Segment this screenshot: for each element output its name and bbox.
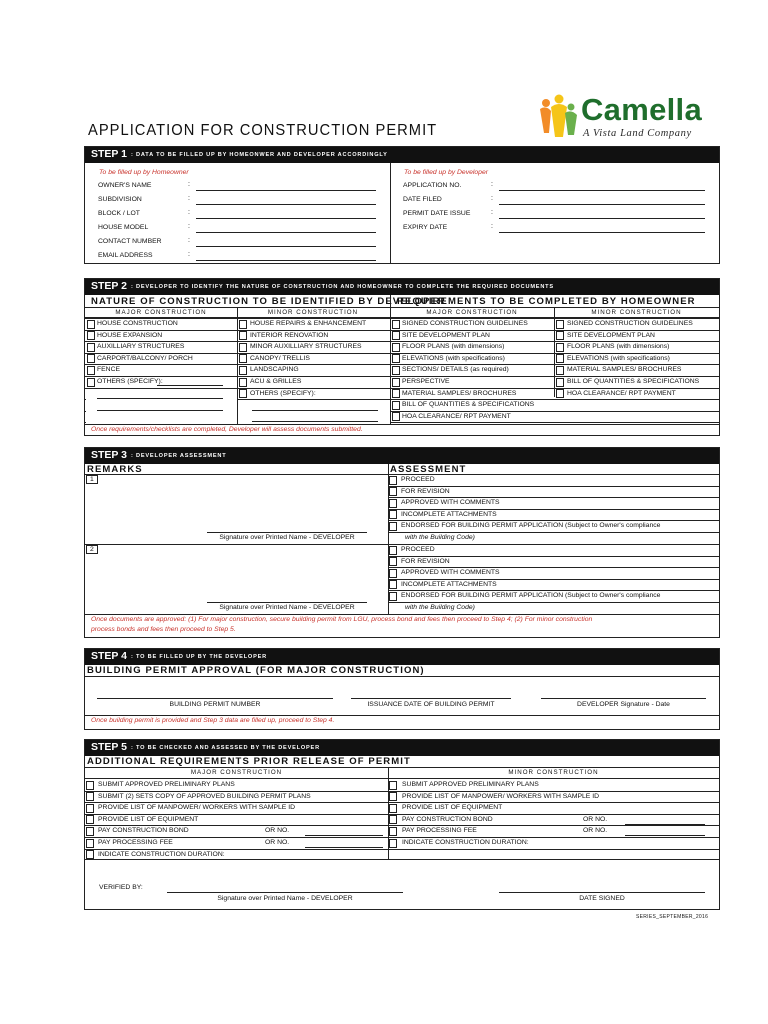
verifier-signature-label: Signature over Printed Name - DEVELOPER <box>217 895 353 902</box>
checkbox[interactable] <box>87 331 95 340</box>
checkbox[interactable] <box>389 815 397 824</box>
homeowner-field-label: BLOCK / LOT <box>98 210 140 217</box>
homeowner-note: To be filled up by Homeowner <box>99 169 189 176</box>
nature-minor-item: MINOR AUXILLIARY STRUCTURES <box>250 343 362 351</box>
homeowner-field-input[interactable] <box>196 232 376 233</box>
assessment-option: APPROVED WITH COMMENTS <box>401 569 500 577</box>
step3-note-line2: process bonds and fees then proceed to Step 5. <box>91 626 236 633</box>
checkbox[interactable] <box>239 354 247 363</box>
row-line <box>388 579 719 580</box>
req-major-item: FLOOR PLANS (with dimensions) <box>402 343 505 351</box>
checkbox[interactable] <box>87 354 95 363</box>
step1-description: : DATA TO BE FILLED UP BY HOMEONWER AND DEVELOPER ACCORDINGLY <box>131 152 388 158</box>
homeowner-field-input[interactable] <box>196 204 376 205</box>
assessment-option: FOR REVISION <box>401 557 450 565</box>
assessment-option: ENDORSED FOR BUILDING PERMIT APPLICATION (Subject to Owner's compliance <box>401 592 661 600</box>
date-signed-line[interactable] <box>499 892 705 893</box>
or-no-input[interactable] <box>625 824 705 825</box>
checkbox[interactable] <box>392 320 400 329</box>
assessment-option: FOR REVISION <box>401 487 450 495</box>
assessment-option: INCOMPLETE ATTACHMENTS <box>401 580 497 588</box>
step3-description: : DEVELOPER ASSESSMENT <box>131 453 227 459</box>
assessment-header: ASSESSMENT <box>390 464 467 475</box>
minor-requirement: SUBMIT APPROVED PRELIMINARY PLANS <box>402 781 539 788</box>
req-minor-item: BILL OF QUANTITIES & SPECIFICATIONS <box>567 378 700 385</box>
field-colon: : <box>188 209 190 216</box>
major-requirement: PROVIDE LIST OF MANPOWER/ WORKERS WITH SAMPLE ID <box>98 804 296 812</box>
permit-number-line[interactable] <box>97 698 333 699</box>
checkbox[interactable] <box>389 781 397 790</box>
step4-section <box>84 648 720 730</box>
signature-label: Signature over Printed Name - DEVELOPER <box>219 604 355 611</box>
developer-field-input[interactable] <box>499 218 705 219</box>
req-major-item: SIGNED CONSTRUCTION GUIDELINES <box>402 320 528 327</box>
field-colon: : <box>188 223 190 230</box>
blank-area <box>389 850 718 859</box>
or-no-label: OR NO. <box>583 815 608 823</box>
assessment-option-cont: with the Building Code) <box>405 604 475 611</box>
row-line <box>388 556 719 557</box>
assessment-option: ENDORSED FOR BUILDING PERMIT APPLICATION (Subject to Owner's compliance <box>401 522 661 530</box>
blank-area <box>86 389 237 424</box>
assessment-option-cont: with the Building Code) <box>405 534 475 541</box>
assessment-option: PROCEED <box>401 476 435 483</box>
req-major-item: SITE DEVELOPMENT PLAN <box>402 331 490 339</box>
row-line <box>85 837 719 838</box>
row-line <box>85 791 719 792</box>
assessment-option: APPROVED WITH COMMENTS <box>401 499 500 507</box>
step3-label: STEP 3 <box>91 449 127 461</box>
issuance-date-line[interactable] <box>351 698 511 699</box>
verifier-signature-line[interactable] <box>167 892 403 893</box>
checkbox[interactable] <box>86 850 94 859</box>
or-no-input[interactable] <box>305 835 383 836</box>
remarks-header: REMARKS <box>87 464 143 475</box>
step1-divider <box>390 163 391 263</box>
req-minor-item: SIGNED CONSTRUCTION GUIDELINES <box>567 320 693 327</box>
requirements-header: REQUIREMENTS TO BE COMPLETED BY HOMEOWNER <box>397 296 696 307</box>
developer-note: To be filled up by Developer <box>404 169 489 176</box>
minor-others-input[interactable] <box>252 410 378 411</box>
assessment-checkbox[interactable] <box>389 546 397 555</box>
homeowner-field-label: CONTACT NUMBER <box>98 238 162 245</box>
homeowner-field-label: HOUSE MODEL <box>98 224 149 231</box>
nature-minor-item: ACU & GRILLES <box>250 378 302 385</box>
nature-major-item: OTHERS (SPECIFY): <box>97 378 163 385</box>
checkbox[interactable] <box>392 354 400 363</box>
homeowner-field-label: EMAIL ADDRESS <box>98 252 153 259</box>
nature-major-item: HOUSE CONSTRUCTION <box>97 320 178 327</box>
assessment-checkbox[interactable] <box>389 557 397 566</box>
major-requirement: PAY CONSTRUCTION BOND <box>98 827 189 835</box>
or-no-label: OR NO. <box>265 839 290 846</box>
s5-minor-title: MINOR CONSTRUCTION <box>508 769 599 776</box>
checkbox[interactable] <box>86 792 94 801</box>
minor-requirement: PROVIDE LIST OF EQUIPMENT <box>402 804 503 812</box>
step5-section <box>84 739 720 910</box>
assessment-checkbox[interactable] <box>389 487 397 496</box>
checkbox[interactable] <box>392 389 400 398</box>
step3-section <box>84 447 720 638</box>
req-minor-title: MINOR CONSTRUCTION <box>591 309 682 316</box>
row-line <box>85 814 719 815</box>
row-line <box>388 520 719 521</box>
field-colon: : <box>188 251 190 258</box>
req-major-item: PERSPECTIVE <box>402 378 450 385</box>
or-no-input[interactable] <box>625 835 705 836</box>
checkbox[interactable] <box>239 389 247 398</box>
step5-description: : TO BE CHECKED AND ASSESSED BY THE DEVELOPER <box>131 745 320 751</box>
row-line <box>85 353 719 354</box>
checkbox[interactable] <box>239 366 247 375</box>
checkbox[interactable] <box>87 320 95 329</box>
req-major-item: HOA CLEARANCE/ RPT PAYMENT <box>402 412 511 420</box>
brand-name: Camella <box>581 92 702 127</box>
others-specify-input-3[interactable] <box>97 410 223 411</box>
checkbox[interactable] <box>556 389 564 398</box>
nature-minor-item: INTERIOR RENOVATION <box>250 331 329 339</box>
minor-requirement: INDICATE CONSTRUCTION DURATION: <box>402 839 529 846</box>
checkbox[interactable] <box>392 343 400 352</box>
req-major-title: MAJOR CONSTRUCTION <box>426 309 518 316</box>
nature-major-title: MAJOR CONSTRUCTION <box>115 309 207 316</box>
row-line <box>85 318 719 319</box>
signature-line[interactable] <box>207 602 367 603</box>
minor-requirement: PAY PROCESSING FEE <box>402 827 477 835</box>
or-no-input[interactable] <box>305 847 383 848</box>
row-line <box>388 567 719 568</box>
developer-field-input[interactable] <box>499 204 705 205</box>
form-title: APPLICATION FOR CONSTRUCTION PERMIT <box>88 122 438 139</box>
row-line <box>388 486 719 487</box>
major-requirement: PROVIDE LIST OF EQUIPMENT <box>98 815 199 823</box>
permit-approval-header: BUILDING PERMIT APPROVAL (FOR MAJOR CONSTRUCTION) <box>87 665 425 676</box>
row-line <box>85 825 719 826</box>
checkbox[interactable] <box>86 804 94 813</box>
nature-minor-item: HOUSE REPAIRS & ENHANCEMENT <box>250 320 367 327</box>
signature-line[interactable] <box>207 532 367 533</box>
row-line <box>85 802 719 803</box>
field-colon: : <box>188 237 190 244</box>
checkbox[interactable] <box>239 331 247 340</box>
step5-label: STEP 5 <box>91 741 127 753</box>
checkbox[interactable] <box>389 827 397 836</box>
row-line <box>85 364 719 365</box>
nature-major-item: CARPORT/BALCONY/ PORCH <box>97 354 193 362</box>
minor-requirement: PROVIDE LIST OF MANPOWER/ WORKERS WITH SAMPLE ID <box>402 792 600 800</box>
checkbox[interactable] <box>86 839 94 848</box>
assessment-option: PROCEED <box>401 546 435 553</box>
homeowner-field-label: SUBDIVISION <box>98 196 142 203</box>
row-line <box>388 497 719 498</box>
row-line <box>388 532 719 533</box>
row-line <box>388 590 719 591</box>
nature-minor-item: CANOPY/ TRELLIS <box>250 354 310 362</box>
major-requirement: INDICATE CONSTRUCTION DURATION: <box>98 850 225 858</box>
field-colon: : <box>491 223 493 230</box>
step2-label: STEP 2 <box>91 280 127 292</box>
homeowner-field-input[interactable] <box>196 260 376 261</box>
step1-label: STEP 1 <box>91 148 127 160</box>
assessment-checkbox[interactable] <box>389 522 397 531</box>
checkbox[interactable] <box>556 343 564 352</box>
others-specify-input[interactable] <box>157 385 223 386</box>
camella-logo <box>537 93 713 149</box>
checkbox[interactable] <box>392 331 400 340</box>
checkbox[interactable] <box>556 331 564 340</box>
developer-field-label: APPLICATION NO. <box>403 182 462 189</box>
field-colon: : <box>188 181 190 188</box>
developer-field-input[interactable] <box>499 232 705 233</box>
developer-field-label: PERMIT DATE ISSUE <box>403 210 471 217</box>
checkbox[interactable] <box>556 378 564 387</box>
homeowner-field-input[interactable] <box>196 218 376 219</box>
remark-number: 1 <box>90 476 94 483</box>
checkbox[interactable] <box>87 343 95 352</box>
row-line <box>388 602 719 603</box>
homeowner-field-input[interactable] <box>196 190 376 191</box>
signature-label: Signature over Printed Name - DEVELOPER <box>219 534 355 541</box>
checkbox[interactable] <box>392 401 400 410</box>
homeowner-field-label: OWNER'S NAME <box>98 182 152 189</box>
checkbox[interactable] <box>239 378 247 387</box>
step2-section <box>84 278 720 436</box>
step2-note: Once requirements/checklists are completed, Developer will assess documents submitted. <box>91 426 363 433</box>
developer-field-input[interactable] <box>499 190 705 191</box>
row-line <box>85 330 719 331</box>
req-minor-item: HOA CLEARANCE/ RPT PAYMENT <box>567 389 676 397</box>
checkbox[interactable] <box>392 366 400 375</box>
req-minor-item: MATERIAL SAMPLES/ BROCHURES <box>567 366 682 374</box>
checkbox[interactable] <box>392 378 400 387</box>
assessment-checkbox[interactable] <box>389 476 397 485</box>
developer-signature-line[interactable] <box>541 698 706 699</box>
step5-header-bar <box>85 740 719 756</box>
row-line <box>388 509 719 510</box>
assessment-checkbox[interactable] <box>389 510 397 519</box>
checkbox[interactable] <box>556 366 564 375</box>
minor-requirement: PAY CONSTRUCTION BOND <box>402 815 493 823</box>
step1-header-bar <box>85 147 719 163</box>
others-specify-input-2[interactable] <box>97 398 223 399</box>
nature-major-item: AUXILLIARY STRUCTURES <box>97 343 185 351</box>
assessment-checkbox[interactable] <box>389 580 397 589</box>
or-no-label: OR NO. <box>265 827 290 835</box>
major-requirement: PAY PROCESSING FEE <box>98 839 173 846</box>
field-colon: : <box>491 181 493 188</box>
row-line <box>85 341 719 342</box>
checkbox[interactable] <box>556 320 564 329</box>
step4-description: : TO BE FILLED UP BY THE DEVELOPER <box>131 654 267 660</box>
checkbox[interactable] <box>556 354 564 363</box>
step4-label: STEP 4 <box>91 650 127 662</box>
checkbox[interactable] <box>87 366 95 375</box>
checkbox[interactable] <box>389 792 397 801</box>
step4-note: Once building permit is provided and Step 3 data are filled up, proceed to Step 4. <box>91 717 335 724</box>
additional-req-header: ADDITIONAL REQUIREMENTS PRIOR RELEASE OF PERMIT <box>87 756 411 767</box>
checkbox[interactable] <box>389 839 397 848</box>
major-requirement: SUBMIT (2) SETS COPY OF APPROVED BUILDING PERMIT PLANS <box>98 792 311 800</box>
req-major-item: ELEVATIONS (with specifications) <box>402 354 505 362</box>
nature-major-item: HOUSE EXPANSION <box>97 331 163 339</box>
checkbox[interactable] <box>239 320 247 329</box>
brand-tagline: A Vista Land Company <box>583 128 692 139</box>
step3-note-line1: Once documents are approved: (1) For major construction, secure building permit from LGU, process bond and fees then proceed to Step 4; (2) For minor construction <box>91 616 593 623</box>
req-major-item: MATERIAL SAMPLES/ BROCHURES <box>402 389 517 397</box>
checkbox[interactable] <box>86 781 94 790</box>
nature-minor-title: MINOR CONSTRUCTION <box>267 309 359 316</box>
step2-description: : DEVELOPER TO IDENTIFY THE NATURE OF CONSTRUCTION AND HOMEOWNER TO COMPLETE THE REQUIRED DOCUMENTS <box>131 284 554 290</box>
req-major-item: BILL OF QUANTITIES & SPECIFICATIONS <box>402 401 535 409</box>
form-series-code: SERIES_SEPTEMBER_2016 <box>636 914 709 920</box>
checkbox[interactable] <box>87 378 95 387</box>
s5-major-title: MAJOR CONSTRUCTION <box>190 769 283 776</box>
verified-by-label: VERIFIED BY: <box>99 884 143 891</box>
nature-header: NATURE OF CONSTRUCTION TO BE IDENTIFIED BY DEVELOPER <box>91 296 446 307</box>
minor-others-input-2[interactable] <box>252 421 378 422</box>
req-minor-item: FLOOR PLANS (with dimensions) <box>567 343 670 351</box>
checkbox[interactable] <box>389 804 397 813</box>
nature-major-item: FENCE <box>97 366 121 374</box>
checkbox[interactable] <box>239 343 247 352</box>
issuance-date-label: ISSUANCE DATE OF BUILDING PERMIT <box>367 701 495 708</box>
developer-field-label: EXPIRY DATE <box>403 224 448 231</box>
nature-minor-item: OTHERS (SPECIFY): <box>250 389 316 397</box>
step1-section <box>84 146 720 264</box>
field-colon: : <box>188 195 190 202</box>
assessment-option: INCOMPLETE ATTACHMENTS <box>401 510 497 518</box>
homeowner-field-input[interactable] <box>196 246 376 247</box>
req-minor-item: ELEVATIONS (with specifications) <box>567 354 670 362</box>
req-major-item: SECTIONS/ DETAILS (as required) <box>402 366 509 374</box>
field-colon: : <box>491 195 493 202</box>
checkbox[interactable] <box>86 815 94 824</box>
assessment-checkbox[interactable] <box>389 569 397 578</box>
row-line <box>85 376 719 377</box>
step4-header-bar <box>85 649 719 665</box>
developer-signature-label: DEVELOPER Signature - Date <box>577 701 670 708</box>
or-no-label: OR NO. <box>583 827 608 835</box>
family-figures-icon <box>537 93 579 141</box>
checkbox[interactable] <box>86 827 94 836</box>
permit-number-label: BUILDING PERMIT NUMBER <box>169 701 261 708</box>
major-requirement: SUBMIT APPROVED PRELIMINARY PLANS <box>98 781 235 788</box>
developer-field-label: DATE FILED <box>403 196 442 203</box>
checkbox[interactable] <box>392 412 400 421</box>
date-signed-label: DATE SIGNED <box>579 895 625 902</box>
req-minor-item: SITE DEVELOPMENT PLAN <box>567 331 655 339</box>
field-colon: : <box>491 209 493 216</box>
step3-header-bar <box>85 448 719 464</box>
assessment-checkbox[interactable] <box>389 499 397 508</box>
remark-number: 2 <box>90 546 94 553</box>
step2-header-bar <box>85 279 719 295</box>
nature-minor-item: LANDSCAPING <box>250 366 299 374</box>
assessment-checkbox[interactable] <box>389 592 397 601</box>
